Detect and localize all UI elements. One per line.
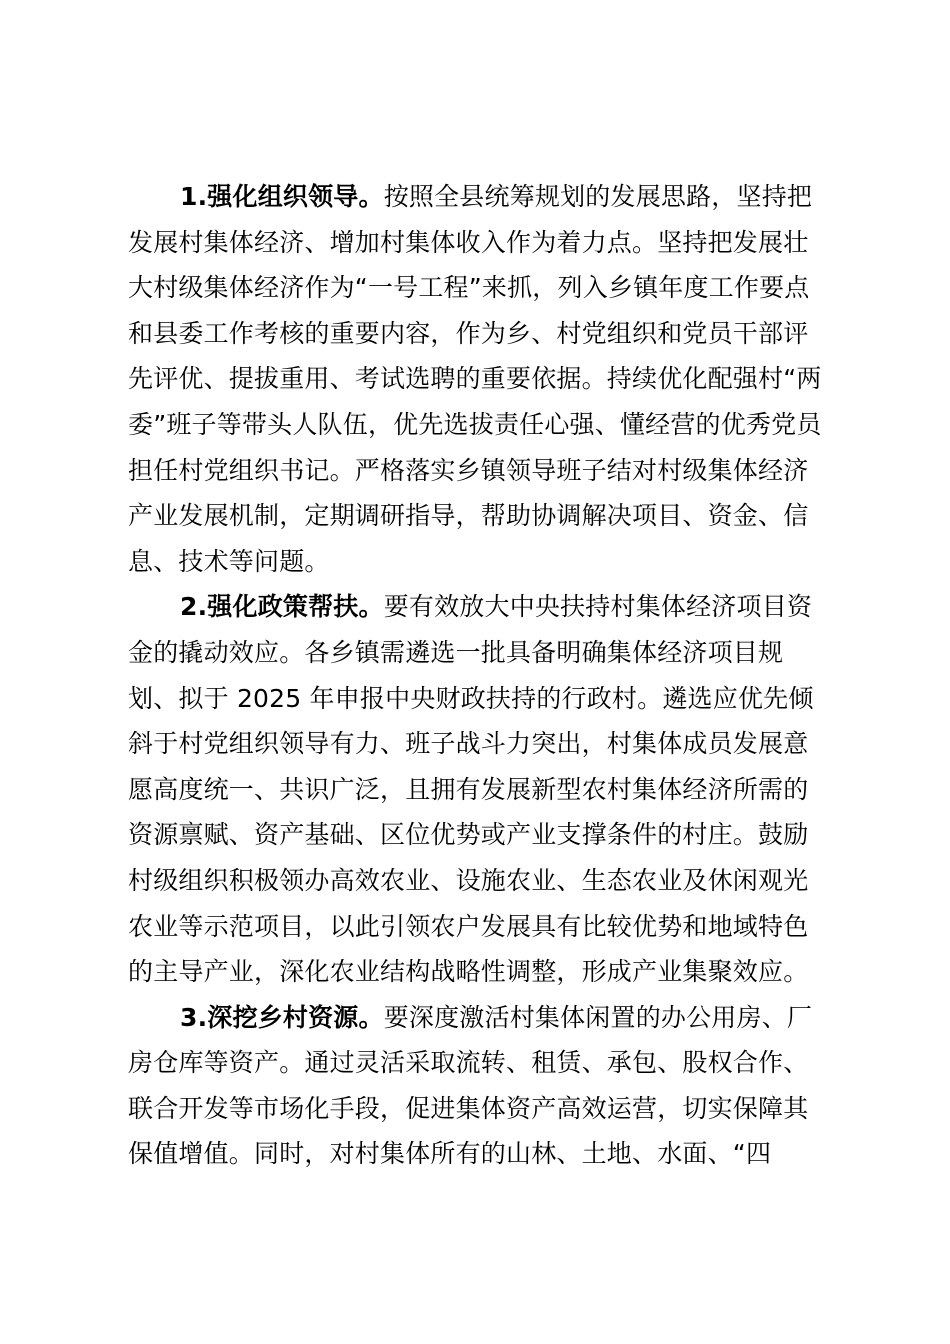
- paragraph-3-text: 要深度激活村集体闲置的办公用房、厂: [383, 1002, 813, 1032]
- paragraph-2-line-9: 的主导产业，深化农业结构战略性调整，形成产业集聚效应。: [128, 957, 809, 987]
- paragraph-2-line-5: 愿高度统一、共识广泛，且拥有发展新型农村集体经济所需的: [128, 774, 809, 804]
- paragraph-3-heading: 3.深挖乡村资源。: [180, 1002, 384, 1032]
- paragraph-1-line-7: 担任村党组织书记。严格落实乡镇领导班子结对村级集体经济: [128, 455, 809, 485]
- paragraph-1-text: 按照全县统筹规划的发展思路，坚持把: [383, 182, 813, 211]
- paragraph-2-heading: 2.强化政策帮扶。: [180, 592, 384, 622]
- paragraph-3-line-1: [128, 995, 828, 1041]
- paragraph-2-line-8: 农业等示范项目，以此引领农户发展具有比较优势和地域特色: [128, 911, 809, 941]
- paragraph-1-heading: 1.强化组织领导。: [180, 182, 384, 211]
- paragraph-2-line-4: 斜于村党组织领导有力、班子战斗力突出，村集体成员发展意: [128, 729, 809, 759]
- paragraph-1-line-6: 委”班子等带头人队伍，优先选拔责任心强、懂经营的优秀党员: [128, 409, 822, 439]
- paragraph-3-line-2: 房仓库等资产。通过灵活采取流转、租赁、承包、股权合作、: [128, 1048, 809, 1078]
- paragraph-2-line-2: 金的撬动效应。各乡镇需遴选一批具备明确集体经济项目规: [128, 637, 784, 667]
- paragraph-1-line-8: 产业发展机制，定期调研指导，帮助协调解决项目、资金、信: [128, 501, 809, 531]
- paragraph-1-line-1: [128, 174, 828, 220]
- paragraph-3-line-4: 保值增值。同时，对村集体所有的山林、土地、水面、“四: [128, 1139, 772, 1169]
- paragraph-1-line-4: 和县委工作考核的重要内容，作为乡、村党组织和党员干部评: [128, 318, 809, 348]
- paragraph-2-text: 要有效放大中央扶持村集体经济项目资: [383, 592, 813, 622]
- paragraph-2-line-1: [128, 584, 828, 630]
- paragraph-1-line-9: 息、技术等问题。: [128, 546, 330, 576]
- paragraph-1-line-2: 发展村集体经济、增加村集体收入作为着力点。坚持把发展壮: [128, 227, 809, 257]
- paragraph-3-line-3: 联合开发等市场化手段，促进集体资产高效运营，切实保障其: [128, 1093, 809, 1123]
- paragraph-2-line-6: 资源禀赋、资产基础、区位优势或产业支撑条件的村庄。鼓励: [128, 820, 809, 850]
- paragraph-2-line-3: 划、拟于 2025 年申报中央财政扶持的行政村。遴选应优先倾: [128, 683, 814, 713]
- body-text: [128, 174, 828, 1177]
- paragraph-1-line-3: 大村级集体经济作为“一号工程”来抓，列入乡镇年度工作要点: [128, 273, 810, 303]
- paragraph-2-line-7: 村级组织积极领办高效农业、设施农业、生态农业及休闲观光: [128, 865, 809, 895]
- paragraph-1-line-5: 先评优、提拔重用、考试选聘的重要依据。持续优化配强村“两: [128, 364, 822, 394]
